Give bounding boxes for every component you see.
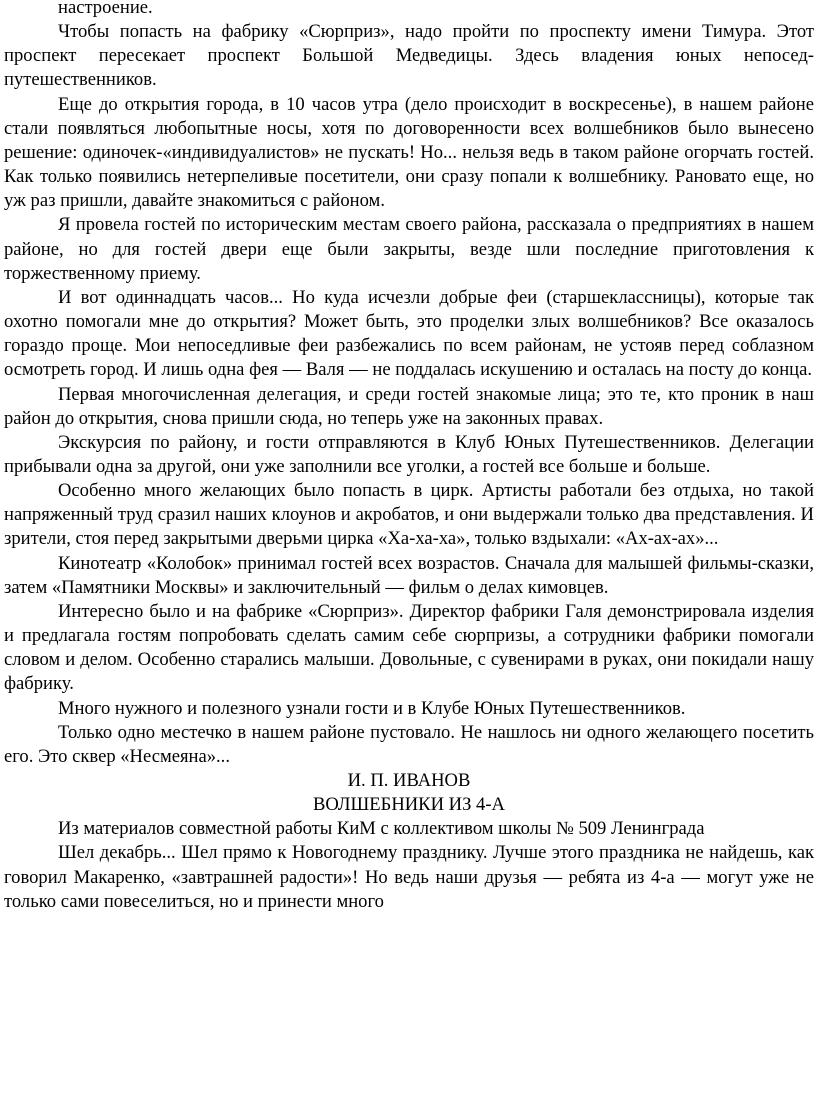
paragraph-december: Шел декабрь... Шел прямо к Новогоднему празднику. Лучше этого праздника не найдешь, как говорил Макаренко, «завтрашней радости»! Но ведь наши друзья — ребята из 4-а — могут уже не только сами повеселиться, но и принести много xyxy=(4,842,814,912)
document-page xyxy=(4,0,814,914)
paragraph-early-guests: Еще до открытия города, в 10 часов утра (дело происходит в воскресенье), в нашем районе стали появляться любопытные носы, хотя по договоренности всех волшебников было вынесено решение: одиночек-«индивидуалистов» не пускать! Но... нельзя ведь в таком районе огорчать гостей. Как только появились нетерпеливые посетители, они сразу попали к волшебнику. Рановато еще, но уж раз пришли, давайте знакомиться с районом. xyxy=(4,93,814,212)
paragraph-surprise-factory: Интересно было и на фабрике «Сюрприз». Директор фабрики Галя демонстрировала изделия и предлагала гостям попробовать сделать самим себе сюрпризы, а сотрудники фабрики помогали словом и делом. Особенно старались малыши. Довольные, с сувенирами в руках, они покидали нашу фабрику. xyxy=(4,600,814,695)
paragraph-historic-tour: Я провела гостей по историческим местам своего района, рассказала о предприятиях в нашем районе, но для гостей двери еще были закрыты, везде шли последние приготовления к торжественному приему. xyxy=(4,214,814,284)
article-author: И. П. ИВАНОВ xyxy=(347,770,471,791)
paragraph-mood-ending: настроение. xyxy=(58,0,153,18)
paragraph-factory-route: Чтобы попасть на фабрику «Сюрприз», надо пройти по проспекту имени Тимура. Этот проспект пересекает проспект Большой Медведицы. Здесь владения юных непосед-путешественников. xyxy=(4,21,814,91)
paragraph-circus: Особенно много желающих было попасть в цирк. Артисты работали без отдыха, но такой напряженный труд сразил наших клоунов и акробатов, и они выдержали только два представления. И зрители, стоя перед закрытыми дверьми цирка «Ха-ха-ха», только вздыхали: «Ах-ах-ах»... xyxy=(4,480,814,550)
paragraph-nesmeyana-square: Только одно местечко в нашем районе пустовало. Не нашлось ни одного желающего посетить его. Это сквер «Несмеяна»... xyxy=(4,721,814,767)
paragraph-eleven-oclock: И вот одиннадцать часов... Но куда исчезли добрые феи (старшеклассницы), которые так охотно помогали мне до открытия? Может быть, это проделки злых волшебников? Все оказалось гораздо проще. Мои непоседливые феи разбежались по всем районам, не устояв перед соблазном осмотреть город. И лишь одна фея — Валя — не поддалась искушению и осталась на посту до конца. xyxy=(4,286,814,381)
paragraph-cinema: Кинотеатр «Колобок» принимал гостей всех возрастов. Сначала для малышей фильмы-сказки, затем «Памятники Москвы» и заключительный — фильм о делах кимовцев. xyxy=(4,552,814,598)
article-title: ВОЛШЕБНИКИ ИЗ 4-А xyxy=(313,794,505,816)
paragraph-excursion: Экскурсия по району, и гости отправляются в Клуб Юных Путешественников. Делегации прибывали одна за другой, они уже заполнили все уголки, а гостей все больше и больше. xyxy=(4,431,814,477)
paragraph-travelers-club: Много нужного и полезного узнали гости и в Клубе Юных Путешественников. xyxy=(58,697,686,719)
article-source: Из материалов совместной работы КиМ с коллективом школы № 509 Ленинграда xyxy=(58,818,705,840)
paragraph-first-delegation: Первая многочисленная делегация, и среди гостей знакомые лица; это те, кто проник в наш район до открытия, снова пришли сюда, но теперь уже на законных правах. xyxy=(4,383,814,429)
